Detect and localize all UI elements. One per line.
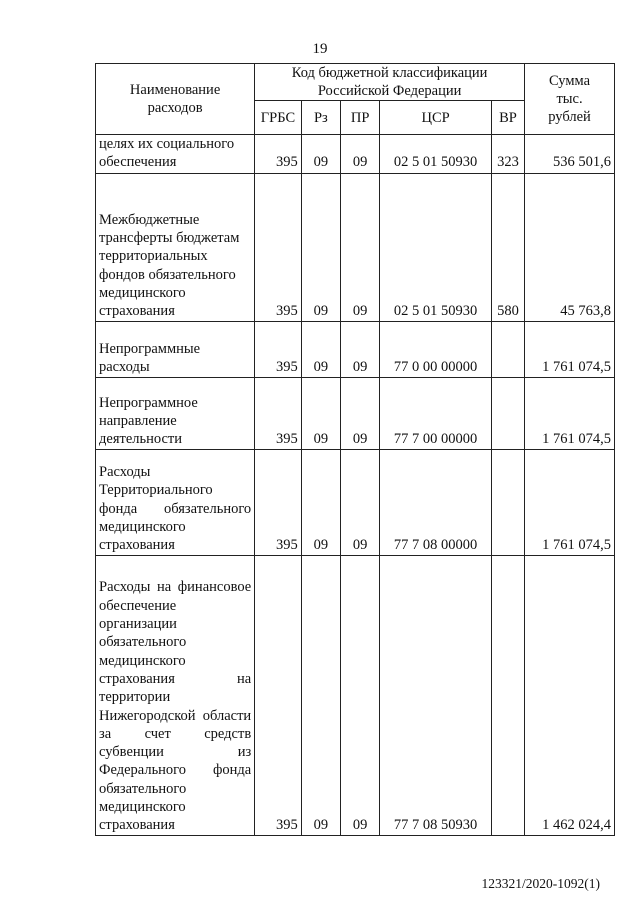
table-row [96,555,615,835]
row-grbs: 395 [255,449,302,555]
row-csr: 77 0 00 00000 [380,321,492,377]
table-row [96,135,615,174]
row-vr [491,321,524,377]
row-pr: 09 [340,555,379,835]
row-vr: 323 [491,135,524,174]
row-pr: 09 [340,135,379,174]
table-row [96,377,615,449]
header-rz: Рз [301,101,340,135]
row-pr: 09 [340,377,379,449]
row-grbs: 395 [255,555,302,835]
row-name: Непрограммное направление деятельности [96,377,255,449]
row-grbs: 395 [255,173,302,321]
row-csr: 77 7 00 00000 [380,377,492,449]
table-row [96,449,615,555]
budget-table [95,63,615,836]
row-sum: 1 462 024,4 [525,555,615,835]
table-row [96,173,615,321]
table-row [96,321,615,377]
row-pr: 09 [340,173,379,321]
document-code: 123321/2020-1092(1) [481,876,600,891]
header-vr: ВР [491,101,524,135]
header-code-group: Код бюджетной классификации Российской Федерации [255,64,525,101]
row-name: целях их социального обеспечения [96,135,255,174]
row-vr [491,555,524,835]
header-grbs: ГРБС [255,101,302,135]
row-sum: 1 761 074,5 [525,321,615,377]
row-rz: 09 [301,321,340,377]
row-rz: 09 [301,135,340,174]
row-csr: 02 5 01 50930 [380,173,492,321]
row-sum: 1 761 074,5 [525,449,615,555]
row-rz: 09 [301,449,340,555]
row-grbs: 395 [255,321,302,377]
row-rz: 09 [301,555,340,835]
header-csr: ЦСР [380,101,492,135]
row-grbs: 395 [255,135,302,174]
header-sum: Сумма тыс. рублей [525,64,615,135]
header-pr: ПР [340,101,379,135]
row-name: Расходы на финансовое обеспечение организации обязательного медицинского страхования на территории Нижегородской области за счет средств субвенции из Федерального фонда обязательного медицинского страхования [96,555,255,835]
row-name: Расходы Территориального фонда обязательного медицинского страхования [96,449,255,555]
row-name: Межбюджетные трансферты бюджетам территориальных фондов обязательного медицинского страхования [96,173,255,321]
header-name: Наименование расходов [96,64,255,135]
row-sum: 536 501,6 [525,135,615,174]
row-name: Непрограммные расходы [96,321,255,377]
row-csr: 77 7 08 50930 [380,555,492,835]
page-number: 19 [312,41,328,57]
row-csr: 02 5 01 50930 [380,135,492,174]
row-rz: 09 [301,377,340,449]
row-rz: 09 [301,173,340,321]
row-grbs: 395 [255,377,302,449]
row-vr [491,449,524,555]
row-csr: 77 7 08 00000 [380,449,492,555]
row-sum: 1 761 074,5 [525,377,615,449]
row-pr: 09 [340,449,379,555]
row-vr: 580 [491,173,524,321]
row-sum: 45 763,8 [525,173,615,321]
row-pr: 09 [340,321,379,377]
row-vr [491,377,524,449]
